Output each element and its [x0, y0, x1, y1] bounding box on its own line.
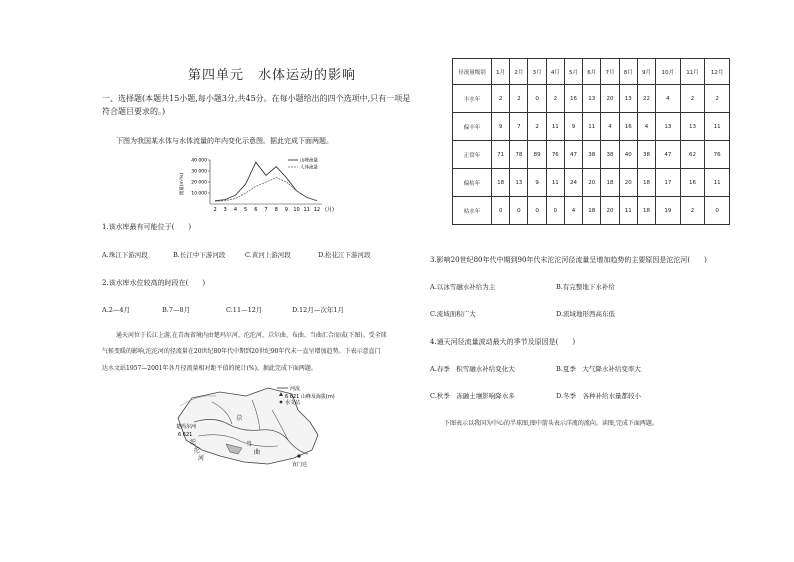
table-header-cell: 8月	[619, 59, 637, 85]
table-cell: 0	[510, 197, 528, 225]
table-header-row	[453, 59, 730, 85]
table-cell: 20	[583, 169, 601, 197]
q1-option-b[interactable]: B.长江中下游河段	[173, 251, 226, 259]
table-cell: 2	[680, 197, 705, 225]
q4-option-c[interactable]: C.秋季 冻融土壤影响降水多	[430, 392, 515, 400]
table-header-cell: 3月	[528, 59, 546, 85]
table-header-cell: 6月	[583, 59, 601, 85]
q2-option-a[interactable]: A.2—4月	[102, 306, 131, 314]
table-row-label: 丰水年	[453, 85, 492, 113]
question-2: 2.该水库水位较高的时段在( )	[102, 279, 206, 287]
table-cell: 2	[705, 85, 730, 113]
y-tick-label: 30 000	[191, 169, 207, 175]
table-header-cell: 10月	[656, 59, 681, 85]
table-cell: 2	[528, 113, 546, 141]
q4-option-d[interactable]: D.冬季 各种补给水量都较小	[556, 392, 642, 400]
table-row-label: 偏丰年	[453, 113, 492, 141]
table-cell: 47	[656, 141, 681, 169]
x-tick-label: 9	[284, 207, 288, 213]
table-cell: 11	[705, 169, 730, 197]
table-cell: 0	[528, 197, 546, 225]
table-cell: 13	[680, 113, 705, 141]
table-cell: 4	[656, 85, 681, 113]
table-row-label: 枯水年	[453, 197, 492, 225]
q3-option-a[interactable]: A.以冰雪融水补给为主	[430, 283, 496, 291]
map-label-tuo2: 沱	[194, 447, 201, 454]
q1-option-d[interactable]: D.松花江下游河段	[318, 251, 371, 259]
table-cell: 2	[510, 85, 528, 113]
x-tick-label: 7	[264, 207, 268, 213]
table-cell: 22	[637, 85, 655, 113]
table-cell: 71	[492, 141, 510, 169]
q1-option-c[interactable]: C.黄河上游河段	[245, 251, 291, 259]
table-cell: 47	[564, 141, 582, 169]
y-tick-label: 20 000	[191, 180, 207, 186]
x-axis-label: (月)	[325, 207, 334, 213]
question-3: 3.影响20世纪80年代中期到90年代末沱沱河径流量呈增加趋势的主要原因是沱沱河( )	[430, 256, 707, 264]
table-cell: 78	[510, 141, 528, 169]
x-tick-label: 8	[274, 207, 278, 213]
map-label-tuo1: 沱	[190, 439, 197, 446]
table-cell: 0	[492, 197, 510, 225]
map-label-peak: 6 621	[178, 432, 193, 438]
y-tick-label: 10 000	[191, 191, 207, 197]
table-cell: 13	[583, 85, 601, 113]
table-cell: 13	[510, 169, 528, 197]
intro-1: 下图为我国某水体与水体流量的年内变化示意图。据此完成下面两题。	[116, 137, 333, 145]
table-header-cell: 1月	[492, 59, 510, 85]
table-cell: 40	[619, 141, 637, 169]
table-cell: 18	[601, 169, 619, 197]
table-cell: 2	[492, 85, 510, 113]
table-cell: 16	[564, 85, 582, 113]
table-cell: 11	[546, 113, 564, 141]
map-label-zhimenda: 直门达	[292, 462, 308, 468]
q1-option-a[interactable]: A.珠江下游河段	[102, 251, 148, 259]
table-row	[453, 197, 730, 225]
discharge-line-chart	[176, 154, 336, 216]
map-label-dang: 当	[246, 441, 253, 448]
table-cell: 0	[528, 85, 546, 113]
table-cell: 17	[656, 169, 681, 197]
q4-option-a[interactable]: A.春季 积雪融水补给变化大	[430, 365, 515, 373]
x-tick-label: 11	[303, 207, 310, 213]
page-title: 第四单元 水体运动的影响	[188, 68, 357, 83]
legend-label-1: 山峰流量	[300, 158, 318, 164]
table-cell: 20	[619, 169, 637, 197]
table-cell: 20	[601, 197, 619, 225]
table-cell: 62	[680, 141, 705, 169]
table-header-cell: 5月	[564, 59, 582, 85]
table-cell: 38	[583, 141, 601, 169]
table-cell: 4	[601, 113, 619, 141]
table-cell: 11	[583, 113, 601, 141]
table-cell: 20	[601, 85, 619, 113]
intro-3: 下图表示以我国为中心的半球图,图中箭头表示洋流的流向。读图,完成下面两题。	[444, 420, 658, 427]
table-cell: 18	[637, 197, 655, 225]
map-label-ga: 尕	[236, 415, 243, 422]
table-header-cell: 2月	[510, 59, 528, 85]
section-instruction: 一、选择题(本题共15小题,每小题3分,共45分。在每小题给出的四个选项中,只有一项是符合题目要求的。)	[102, 94, 411, 116]
table-header-cell: 径流量级别	[453, 59, 492, 85]
table-row	[453, 85, 730, 113]
q3-option-d[interactable]: D.流域地形西高东低	[556, 310, 616, 318]
map-legend-station: 水文站	[285, 400, 301, 406]
table-header-cell: 12月	[705, 59, 730, 85]
table-cell: 16	[619, 113, 637, 141]
table-cell: 2	[680, 85, 705, 113]
x-tick-label: 4	[233, 207, 238, 213]
y-axis-label: 流量(m³/s)	[180, 172, 185, 196]
table-cell: 16	[680, 169, 705, 197]
table-cell: 76	[546, 141, 564, 169]
table-header-cell: 4月	[546, 59, 564, 85]
table-cell: 18	[492, 169, 510, 197]
table-cell: 24	[564, 169, 582, 197]
table-row	[453, 169, 730, 197]
table-row	[453, 113, 730, 141]
table-cell: 76	[705, 141, 730, 169]
legend-label-2: 人体流量	[300, 165, 318, 171]
x-tick-label: 10	[293, 207, 300, 213]
q2-option-d[interactable]: D.12月—次年1月	[292, 306, 344, 314]
x-tick-label: 12	[313, 207, 321, 213]
map-legend-river: 河流	[290, 386, 301, 392]
x-tick-label: 5	[244, 207, 248, 213]
question-1: 1.该水库最有可能位于( )	[102, 223, 192, 231]
table-cell: 13	[619, 85, 637, 113]
table-cell: 0	[546, 197, 564, 225]
table-cell: 7	[510, 113, 528, 141]
q2-option-b[interactable]: B.7—8月	[162, 306, 191, 314]
table-cell: 11	[546, 169, 564, 197]
intro-2-line-3: 达水文站1957—2001年各月径流量相对距平值的统计(%)。据此完成下面两题。	[102, 365, 317, 372]
map-label-qu: 曲	[254, 449, 261, 456]
table-cell: 18	[637, 169, 655, 197]
table-header-cell: 9月	[637, 59, 655, 85]
x-tick-label: 3	[223, 207, 227, 213]
map-label-chumaer: 楚玛尔河	[176, 424, 197, 430]
map-legend-peak: 6 621 山峰及海拔(m)	[285, 394, 335, 400]
q4-option-b[interactable]: B.夏季 大气降水补给变率大	[556, 365, 641, 373]
table-cell: 0	[705, 197, 730, 225]
table-cell: 2	[546, 85, 564, 113]
table-cell: 19	[656, 197, 681, 225]
intro-2-line-2: 气候变暖的影响,沱沱河的径流量在20世纪80年代中期到20世纪90年代末一直呈增加趋势。下表示意直门	[102, 348, 381, 355]
table-cell: 11	[705, 113, 730, 141]
table-cell: 4	[637, 113, 655, 141]
table-row	[453, 141, 730, 169]
table-cell: 38	[601, 141, 619, 169]
table-cell: 18	[583, 197, 601, 225]
table-row-label: 偏枯年	[453, 169, 492, 197]
table-cell: 11	[619, 197, 637, 225]
intro-2-line-1: 通天河位于长江上游,在青海省境内由楚玛尔河、沱沱河、尕尔曲、布曲、当曲汇合而成(下图)。受全球	[116, 332, 387, 339]
tongtian-river-map	[168, 380, 348, 470]
table-cell: 9	[492, 113, 510, 141]
table-cell: 13	[656, 113, 681, 141]
q3-option-b[interactable]: B.有完整地下水补给	[556, 283, 615, 291]
table-cell: 89	[528, 141, 546, 169]
q3-option-c[interactable]: C.流域面积广大	[430, 310, 476, 318]
table-cell: 9	[564, 113, 582, 141]
y-tick-label: 40 000	[191, 158, 207, 164]
table-cell: 38	[637, 141, 655, 169]
table-row-label: 正常年	[453, 141, 492, 169]
question-4: 4.通天河径流量波动最大的季节及原因是( )	[430, 338, 576, 346]
table-header-cell: 11月	[680, 59, 705, 85]
runoff-table	[452, 58, 730, 225]
x-tick-label: 2	[213, 207, 217, 213]
table-header-cell: 7月	[601, 59, 619, 85]
map-label-he: 河	[198, 455, 205, 462]
q2-option-c[interactable]: C.11—12月	[226, 306, 263, 314]
table-cell: 9	[528, 169, 546, 197]
x-tick-label: 6	[254, 207, 258, 213]
table-cell: 4	[564, 197, 582, 225]
